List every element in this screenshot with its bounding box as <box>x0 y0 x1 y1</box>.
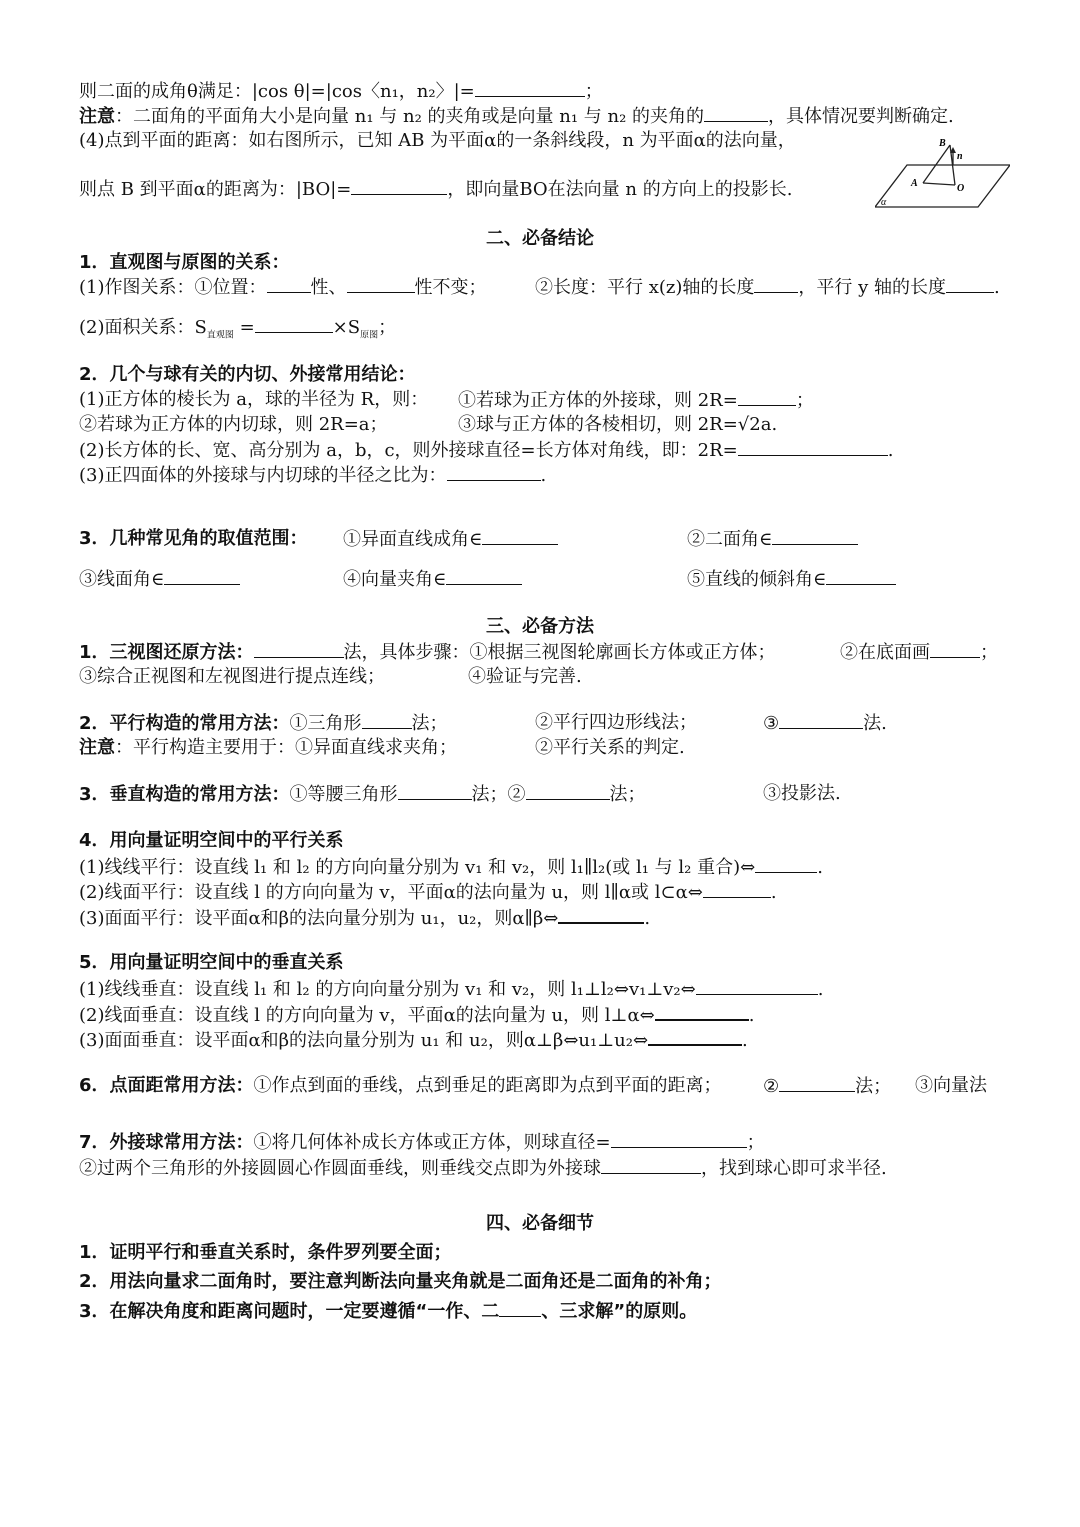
blank[interactable] <box>254 641 344 658</box>
method-2-third: ③ 法. <box>763 713 887 734</box>
line-dihedral-cos: 则二面的成角θ满足：|cos θ|=|cos〈n₁，n₂〉|= ； <box>79 81 603 102</box>
blank[interactable] <box>826 568 896 585</box>
blank[interactable] <box>611 1131 747 1148</box>
detail-1: 1．证明平行和垂直关系时，条件罗列要全面； <box>79 1242 452 1263</box>
blank[interactable] <box>754 276 798 293</box>
range-dihedral: ②二面角∈ <box>687 528 858 551</box>
label-alpha: α <box>881 197 887 208</box>
blank[interactable] <box>648 1028 742 1046</box>
line-distance-formula: 则点 B 到平面α的距离为：|BO|= ，即向量BO在法向量 n 的方向上的投影长. <box>79 179 793 200</box>
line-cuboid: (2)长方体的长、宽、高分别为 a，b，c，则外接球直径=长方体对角线，即：2R= . <box>79 440 894 461</box>
blank[interactable] <box>779 712 863 729</box>
method-2-parallelogram: ②平行四边形线法； <box>535 712 697 733</box>
blank[interactable] <box>351 178 447 195</box>
blank[interactable] <box>398 783 472 800</box>
blank[interactable] <box>446 568 522 585</box>
detail-3: 3．在解决角度和距离问题时，一定要遵循“一作、二 、三求解”的原则。 <box>79 1301 698 1322</box>
label-B: B <box>939 138 946 149</box>
label-O: O <box>957 183 965 194</box>
heading-3-5: 5．用向量证明空间中的垂直关系 <box>79 952 344 973</box>
blank[interactable] <box>558 906 644 924</box>
blank[interactable] <box>779 1075 855 1092</box>
method-2-line-1: 2．平行构造的常用方法：①三角形 法； <box>79 713 448 734</box>
blank[interactable] <box>255 316 333 333</box>
perp-line-line: (1)线线垂直：设直线 l₁ 和 l₂ 的方向向量分别为 v₁ 和 v₂，则 l₁⊥l₂⇔v₁⊥v₂⇔ . <box>79 979 824 1000</box>
line-length-relation: ②长度：平行 x(z)轴的长度 ，平行 y 轴的长度 . <box>535 277 1000 298</box>
range-vector-angle: ④向量夹角∈ <box>343 568 522 591</box>
method-1-line-1: 1．三视图还原方法： 法，具体步骤：①根据三视图轮廓画长方体或正方体； <box>79 642 776 663</box>
segment-AB <box>923 145 950 183</box>
line-cube-circumscribed: ①若球为正方体的外接球，则 2R= ； <box>458 390 814 411</box>
parallel-line-line: (1)线线平行：设直线 l₁ 和 l₂ 的方向向量分别为 v₁ 和 v₂，则 l₁∥l₂(或 l₁ 与 l₂ 重合)⇔ . <box>79 857 823 878</box>
detail-2: 2．用法向量求二面角时，要注意判断法向量夹角就是二面角还是二面角的补角； <box>79 1271 722 1292</box>
blank[interactable] <box>696 978 818 995</box>
heading-2-1: 1．直观图与原图的关系： <box>79 252 290 273</box>
label-A: A <box>911 178 918 189</box>
line-area-relation: (2)面积关系：$S_{直观图} = \times S_{原图}$； <box>79 317 397 341</box>
method-6-second: ② 法； <box>763 1076 892 1097</box>
blank[interactable] <box>772 528 858 545</box>
blank[interactable] <box>347 276 415 293</box>
section-2-title: 二、必备结论 <box>486 228 594 249</box>
method-2-note: 注意：平行构造主要用于：①异面直线求夹角； <box>79 737 457 758</box>
blank[interactable] <box>738 389 796 406</box>
method-1-verify: ④验证与完善. <box>468 666 582 687</box>
blank[interactable] <box>704 105 768 122</box>
method-1-line-2: ③综合正视图和左视图进行提点连线； <box>79 666 385 687</box>
method-7-line-2: ②过两个三角形的外接圆圆心作圆面垂线，则垂线交点即为外接球 ，找到球心即可求半径. <box>79 1158 887 1179</box>
method-6-vector: ③向量法 <box>915 1075 987 1096</box>
blank[interactable] <box>362 712 412 729</box>
blank[interactable] <box>930 641 980 658</box>
blank[interactable] <box>482 528 558 545</box>
range-skew-lines: ①异面直线成角∈ <box>343 528 558 551</box>
blank[interactable] <box>703 881 771 898</box>
blank[interactable] <box>447 464 541 481</box>
blank[interactable] <box>499 1300 541 1317</box>
parallel-line-plane: (2)线面平行：设直线 l 的方向向量为 v，平面α的法向量为 u，则 l∥α或 l⊂α⇔ . <box>79 882 777 903</box>
segment-AO <box>923 183 955 185</box>
blank[interactable] <box>946 276 994 293</box>
line-drawing-relation: (1)作图关系：①位置： 性、 性不变； <box>79 277 487 298</box>
line-cube-edge-tangent: ③球与正方体的各棱相切，则 2R=√2a. <box>458 414 778 435</box>
method-2-note-2: ②平行关系的判定. <box>535 737 685 758</box>
blank[interactable] <box>526 783 610 800</box>
blank[interactable] <box>738 439 888 456</box>
method-3-line: 3．垂直构造的常用方法：①等腰三角形 法；② 法； <box>79 784 646 805</box>
method-1-base: ②在底面画 ； <box>840 642 998 663</box>
line-note-dihedral: 注意：二面角的平面角大小是向量 n₁ 与 n₂ 的夹角或是向量 n₁ 与 n₂ 的夹角的 ，具体情况要判断确定. <box>79 106 954 127</box>
method-3-projection: ③投影法. <box>763 783 841 804</box>
heading-2-2: 2．几个与球有关的内切、外接常用结论： <box>79 364 416 385</box>
blank[interactable] <box>601 1157 701 1174</box>
perp-plane-plane: (3)面面垂直：设平面α和β的法向量分别为 u₁ 和 u₂，则α⊥β⇔u₁⊥u₂⇔ . <box>79 1030 748 1051</box>
line-point-plane-distance: (4)点到平面的距离：如右图所示，已知 AB 为平面α的一条斜线段，n 为平面α的法向量， <box>79 130 796 151</box>
method-7-line-1: 7．外接球常用方法：①将几何体补成长方体或正方体，则球直径= ； <box>79 1132 765 1153</box>
range-line-plane: ③线面角∈ <box>79 568 240 591</box>
blank[interactable] <box>164 568 240 585</box>
section-3-title: 三、必备方法 <box>486 616 594 637</box>
line-tetrahedron: (3)正四面体的外接球与内切球的半径之比为： . <box>79 465 547 486</box>
blank[interactable] <box>475 80 585 97</box>
parallel-plane-plane: (3)面面平行：设平面α和β的法向量分别为 u₁，u₂，则α∥β⇔ . <box>79 908 651 929</box>
blank[interactable] <box>655 1003 749 1021</box>
method-6-line: 6．点面距常用方法：①作点到面的垂线，点到垂足的距离即为点到平面的距离； <box>79 1075 722 1096</box>
perp-line-plane: (2)线面垂直：设直线 l 的方向向量为 v，平面α的法向量为 u，则 l⊥α⇔ . <box>79 1005 755 1026</box>
heading-2-3: 3．几种常见角的取值范围： <box>79 528 308 549</box>
blank[interactable] <box>755 856 817 873</box>
section-4-title: 四、必备细节 <box>486 1213 594 1234</box>
plane-diagram <box>875 135 1010 215</box>
line-cube-inscribed: ②若球为正方体的内切球，则 2R=a； <box>79 414 388 435</box>
heading-3-4: 4．用向量证明空间中的平行关系 <box>79 830 344 851</box>
label-n: n <box>957 151 963 162</box>
blank[interactable] <box>267 276 311 293</box>
line-cube-a: (1)正方体的棱长为 a，球的半径为 R，则： <box>79 389 429 410</box>
plane-alpha <box>875 165 1010 207</box>
range-inclination: ⑤直线的倾斜角∈ <box>687 568 896 591</box>
